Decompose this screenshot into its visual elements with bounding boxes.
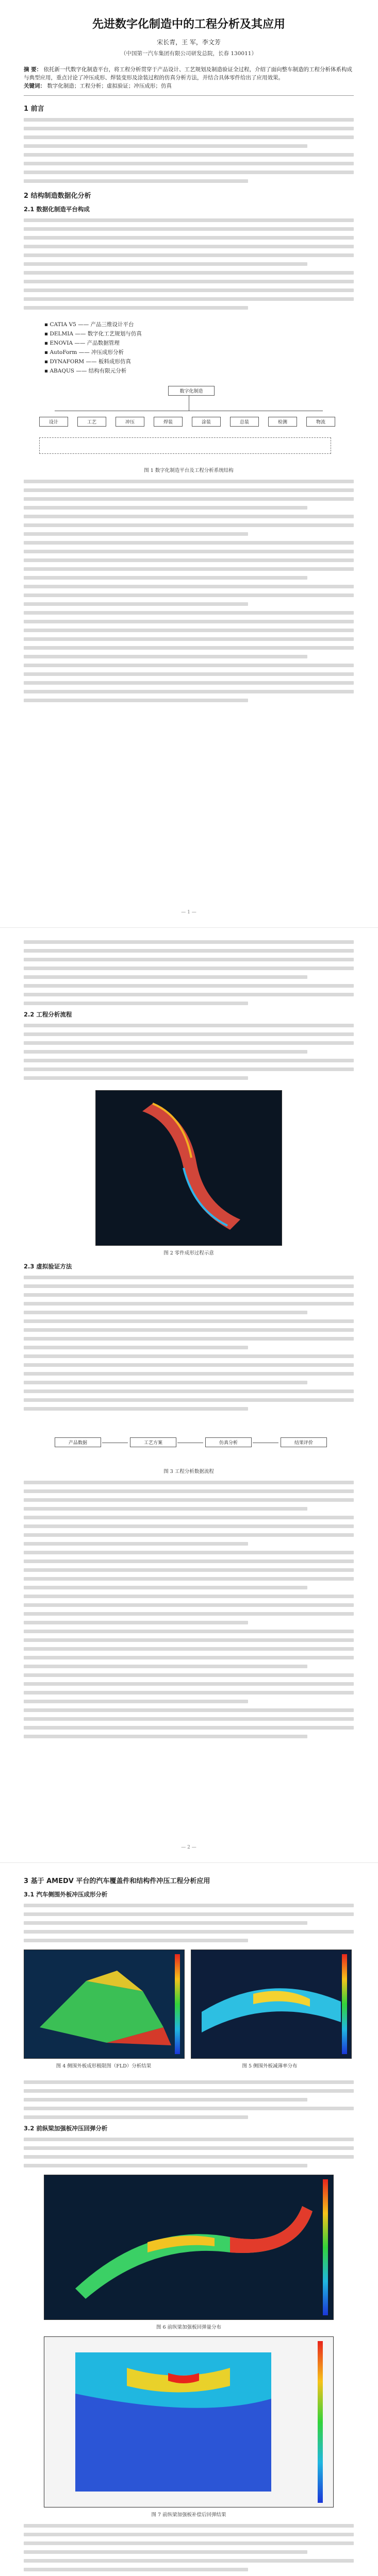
software-list xyxy=(44,320,354,376)
figure-2-caption: 图 2 零件成形过程示意 xyxy=(163,1250,214,1256)
fld-graphic xyxy=(24,1950,184,2058)
abstract-text: 依托新一代数字化制造平台，将工程分析贯穿于产品设计、工艺规划及制造验证全过程，介绍了面向整车制造的工程分析体系构成与典型应用，重点讨论了冲压成形、焊装变形及涂装过程的仿真分析方法，并结合具体零件给出了应用效果。 xyxy=(24,66,352,81)
abstract xyxy=(24,65,354,90)
diagram-node: 设计 xyxy=(39,417,68,427)
diagram-root-node: 数字化制造 xyxy=(168,386,215,396)
subsection-heading-3-2: 3.2 前纵梁加强板冲压回弹分析 xyxy=(24,2125,108,2132)
subsection-heading-3-1: 3.1 汽车侧围外板冲压成形分析 xyxy=(24,1891,108,1898)
body-text-block xyxy=(24,1481,354,1738)
diagram-node: 物流 xyxy=(306,417,335,427)
page-2 xyxy=(24,935,354,1857)
keywords-text: 数字化制造；工程分析；虚拟验证；冲压成形；仿真 xyxy=(47,83,172,89)
diagram-node: 工艺 xyxy=(77,417,106,427)
diagram-node: 焊装 xyxy=(154,417,183,427)
list-item: ▪ AutoForm —— 冲压成形分析 xyxy=(44,349,124,355)
paper-authors: 宋长青，王 军，李文芳 xyxy=(157,39,221,46)
compensation-graphic xyxy=(44,2337,333,2507)
diagram-node: 冲压 xyxy=(116,417,144,427)
body-text-block xyxy=(24,480,354,702)
body-text-block xyxy=(24,2080,354,2119)
figure-2-part-image xyxy=(95,1090,282,1246)
diagram-node: 涂装 xyxy=(192,417,221,427)
diagram-node: 总装 xyxy=(230,417,259,427)
figure-4-caption: 图 4 侧围外板成形极限图（FLD）分析结果 xyxy=(56,2063,152,2069)
figure-5-thinning-image xyxy=(191,1950,352,2059)
figure-4-fld-image xyxy=(24,1950,185,2059)
list-item: ▪ ABAQUS —— 结构有限元分析 xyxy=(44,368,127,374)
figure-3-flow xyxy=(55,1423,323,1464)
body-text-block xyxy=(24,1904,354,1942)
springback-graphic xyxy=(44,2175,333,2319)
section-heading-1: 1 前言 xyxy=(24,105,44,113)
body-text-block xyxy=(24,1276,354,1411)
subsection-heading-2-2: 2.2 工程分析流程 xyxy=(24,1011,72,1018)
page-3 xyxy=(24,1870,354,2576)
body-text-block xyxy=(24,118,354,183)
flow-step: 产品数据 xyxy=(55,1437,101,1447)
body-text-block xyxy=(24,2138,354,2167)
list-item: ▪ DYNAFORM —— 板料成形仿真 xyxy=(44,359,131,365)
part-graphic xyxy=(96,1091,282,1245)
section-heading-2: 2 结构制造数据化分析 xyxy=(24,192,91,200)
figure-6-springback-image xyxy=(44,2175,334,2320)
page-number: — 2 — xyxy=(181,1845,196,1850)
divider xyxy=(24,95,354,96)
body-text-block xyxy=(24,2524,354,2571)
subsection-heading-2-1: 2.1 数据化制造平台构成 xyxy=(24,206,90,213)
body-text-block xyxy=(24,218,354,310)
page-number: — 1 — xyxy=(181,910,196,915)
subsection-heading-2-3: 2.3 虚拟验证方法 xyxy=(24,1263,72,1270)
flow-step: 工艺方案 xyxy=(130,1437,176,1447)
flow-step: 仿真分析 xyxy=(205,1437,252,1447)
thinning-graphic xyxy=(191,1950,351,2058)
body-text-block xyxy=(24,1024,354,1080)
figure-3-caption: 图 3 工程分析数据流程 xyxy=(163,1469,214,1475)
list-item: ▪ ENOVIA —— 产品数据管理 xyxy=(44,340,120,346)
diagram-node: 检测 xyxy=(268,417,297,427)
list-item: ▪ DELMIA —— 数字化工艺规划与仿真 xyxy=(44,331,142,337)
page-1 xyxy=(24,0,354,922)
figure-1-caption: 图 1 数字化制造平台及工程分析系统结构 xyxy=(144,468,234,473)
figure-6-caption: 图 6 前纵梁加强板回弹量分布 xyxy=(156,2325,222,2330)
paper-affiliation: （中国第一汽车集团有限公司研发总院，长春 130011） xyxy=(121,50,257,57)
figure-1-diagram xyxy=(39,386,338,463)
figure-7-compensation-image xyxy=(44,2336,334,2507)
abstract-label: 摘 要： xyxy=(24,66,42,73)
keywords-label: 关键词： xyxy=(24,83,45,89)
figure-7-caption: 图 7 前纵梁加强板补偿后回弹结果 xyxy=(151,2512,226,2518)
body-text-block xyxy=(24,940,354,1005)
figure-5-caption: 图 5 侧围外板减薄率分布 xyxy=(242,2063,298,2069)
section-heading-3: 3 基于 AMEDV 平台的汽车覆盖件和结构件冲压工程分析应用 xyxy=(24,1877,210,1885)
paper-title: 先进数字化制造中的工程分析及其应用 xyxy=(92,18,285,31)
flow-step: 结果评价 xyxy=(281,1437,327,1447)
list-item: ▪ CATIA V5 —— 产品三维设计平台 xyxy=(44,321,134,328)
